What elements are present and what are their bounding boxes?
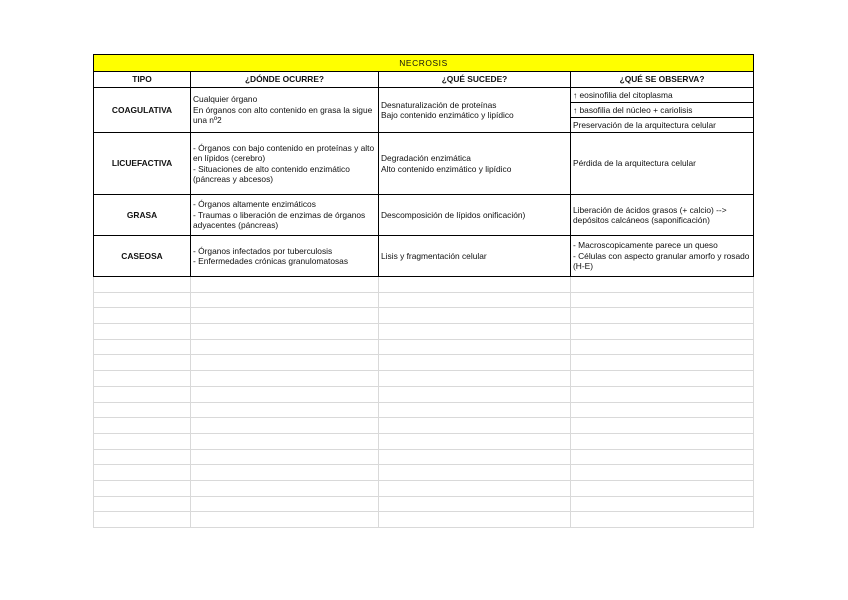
header-tipo: TIPO bbox=[94, 72, 191, 88]
header-sucede: ¿QUÉ SUCEDE? bbox=[379, 72, 571, 88]
sucede-cell bbox=[379, 88, 571, 133]
empty-grid-cell[interactable] bbox=[191, 355, 379, 371]
table-title: NECROSIS bbox=[94, 55, 754, 72]
empty-grid-cell[interactable] bbox=[571, 402, 754, 418]
empty-grid-cell[interactable] bbox=[379, 277, 571, 293]
donde-cell bbox=[191, 133, 379, 195]
empty-grid-cell[interactable] bbox=[94, 496, 191, 512]
observa-line: - Macroscopicamente parece un queso bbox=[573, 240, 718, 251]
table-row bbox=[94, 133, 754, 195]
empty-grid-cell[interactable] bbox=[94, 355, 191, 371]
empty-grid-cell[interactable] bbox=[94, 292, 191, 308]
sucede-cell bbox=[379, 133, 571, 195]
empty-grid-cell[interactable] bbox=[94, 449, 191, 465]
empty-grid bbox=[94, 277, 754, 528]
empty-grid-cell[interactable] bbox=[191, 324, 379, 340]
empty-grid-cell[interactable] bbox=[191, 402, 379, 418]
empty-grid-cell[interactable] bbox=[571, 308, 754, 324]
empty-grid-row bbox=[94, 433, 754, 449]
tipo-cell: LICUEFACTIVA bbox=[94, 133, 191, 195]
empty-grid-cell[interactable] bbox=[379, 465, 571, 481]
empty-grid-cell[interactable] bbox=[191, 512, 379, 528]
observa-cell: Liberación de ácidos grasos (+ calcio) --> depósitos calcáneos (saponificación) bbox=[571, 195, 754, 236]
empty-grid-cell[interactable] bbox=[571, 480, 754, 496]
donde-line: - Situaciones de alto contenido enzimático (páncreas y abcesos) bbox=[193, 163, 350, 184]
donde-line: - Órganos altamente enzimáticos bbox=[193, 199, 316, 210]
empty-grid-row bbox=[94, 480, 754, 496]
empty-grid-cell[interactable] bbox=[94, 339, 191, 355]
empty-grid-cell[interactable] bbox=[571, 324, 754, 340]
empty-grid-row bbox=[94, 512, 754, 528]
donde-cell bbox=[191, 236, 379, 277]
empty-grid-cell[interactable] bbox=[191, 433, 379, 449]
empty-grid-cell[interactable] bbox=[191, 418, 379, 434]
empty-grid-row bbox=[94, 402, 754, 418]
observa-cell: ↑ eosinofilia del citoplasma bbox=[571, 88, 754, 103]
empty-grid-cell[interactable] bbox=[379, 480, 571, 496]
empty-grid-cell[interactable] bbox=[571, 339, 754, 355]
empty-grid-row bbox=[94, 449, 754, 465]
tipo-cell: GRASA bbox=[94, 195, 191, 236]
empty-grid-cell[interactable] bbox=[94, 465, 191, 481]
empty-grid-cell[interactable] bbox=[379, 418, 571, 434]
empty-grid-cell[interactable] bbox=[379, 386, 571, 402]
observa-cell: ↑ basofilia del núcleo + cariolisis bbox=[571, 103, 754, 118]
tipo-cell: CASEOSA bbox=[94, 236, 191, 277]
empty-grid-cell[interactable] bbox=[571, 512, 754, 528]
observa-cell: Pérdida de la arquitectura celular bbox=[571, 133, 754, 195]
empty-grid-cell[interactable] bbox=[94, 324, 191, 340]
empty-grid-row bbox=[94, 308, 754, 324]
empty-grid-cell[interactable] bbox=[94, 480, 191, 496]
header-row bbox=[94, 72, 754, 88]
empty-grid-cell[interactable] bbox=[571, 496, 754, 512]
empty-grid-cell[interactable] bbox=[571, 277, 754, 293]
donde-line: - Órganos infectados por tuberculosis bbox=[193, 245, 333, 256]
empty-grid-row bbox=[94, 355, 754, 371]
empty-grid-row bbox=[94, 496, 754, 512]
empty-grid-cell[interactable] bbox=[379, 433, 571, 449]
empty-grid-row bbox=[94, 292, 754, 308]
donde-line: Cualquier órgano bbox=[193, 94, 258, 105]
empty-grid-row bbox=[94, 339, 754, 355]
empty-grid-cell[interactable] bbox=[94, 512, 191, 528]
table-row bbox=[94, 195, 754, 236]
empty-grid-cell[interactable] bbox=[94, 402, 191, 418]
empty-grid-cell[interactable] bbox=[191, 465, 379, 481]
empty-grid-cell[interactable] bbox=[571, 418, 754, 434]
donde-line: - Traumas o liberación de enzimas de órganos adyacentes (páncreas) bbox=[193, 209, 366, 231]
empty-grid-cell[interactable] bbox=[571, 465, 754, 481]
observa-cell bbox=[571, 236, 754, 277]
observa-cell: Preservación de la arquitectura celular bbox=[571, 118, 754, 133]
table-row bbox=[94, 88, 754, 103]
empty-grid-cell[interactable] bbox=[94, 277, 191, 293]
empty-grid-row bbox=[94, 371, 754, 387]
empty-grid-cell[interactable] bbox=[94, 308, 191, 324]
empty-grid-cell[interactable] bbox=[379, 355, 571, 371]
necrosis-sheet bbox=[93, 54, 753, 528]
empty-grid-cell[interactable] bbox=[571, 355, 754, 371]
empty-grid-cell[interactable] bbox=[379, 496, 571, 512]
empty-grid-cell[interactable] bbox=[94, 418, 191, 434]
header-donde: ¿DÓNDE OCURRE? bbox=[191, 72, 379, 88]
empty-grid-cell[interactable] bbox=[191, 308, 379, 324]
empty-grid-cell[interactable] bbox=[94, 371, 191, 387]
necrosis-table bbox=[93, 54, 754, 528]
empty-grid-cell[interactable] bbox=[191, 480, 379, 496]
empty-grid-cell[interactable] bbox=[94, 433, 191, 449]
empty-grid-cell[interactable] bbox=[571, 433, 754, 449]
donde-cell bbox=[191, 195, 379, 236]
empty-grid-cell[interactable] bbox=[379, 512, 571, 528]
empty-grid-cell[interactable] bbox=[191, 339, 379, 355]
empty-grid-cell[interactable] bbox=[571, 292, 754, 308]
empty-grid-cell[interactable] bbox=[379, 449, 571, 465]
empty-grid-cell[interactable] bbox=[379, 308, 571, 324]
empty-grid-row bbox=[94, 324, 754, 340]
donde-line: - Órganos con bajo contenido en proteínas y alto en lípidos (cerebro) bbox=[193, 142, 375, 164]
empty-grid-row bbox=[94, 386, 754, 402]
empty-grid-cell[interactable] bbox=[379, 402, 571, 418]
donde-cell bbox=[191, 88, 379, 133]
empty-grid-cell[interactable] bbox=[191, 292, 379, 308]
sucede-line: Alto contenido enzimático y lipídico bbox=[381, 163, 512, 174]
donde-line: En órganos con alto contenido en grasa la sigue una nº2 bbox=[193, 104, 373, 126]
empty-grid-row bbox=[94, 465, 754, 481]
empty-grid-row bbox=[94, 418, 754, 434]
sucede-line: Desnaturalización de proteínas bbox=[381, 99, 497, 110]
empty-grid-cell[interactable] bbox=[379, 339, 571, 355]
empty-grid-cell[interactable] bbox=[571, 449, 754, 465]
empty-grid-cell[interactable] bbox=[191, 277, 379, 293]
donde-line: - Enfermedades crónicas granulomatosas bbox=[193, 256, 349, 266]
empty-grid-cell[interactable] bbox=[379, 371, 571, 387]
observa-line: - Células con aspecto granular amorfo y rosado (H-E) bbox=[573, 250, 750, 272]
sucede-line: Bajo contenido enzimático y lipídico bbox=[381, 110, 514, 120]
sucede-line: Degradación enzimática bbox=[381, 153, 471, 164]
empty-grid-cell[interactable] bbox=[571, 386, 754, 402]
empty-grid-cell[interactable] bbox=[571, 371, 754, 387]
sucede-cell: Descomposición de lípidos onificación) bbox=[379, 195, 571, 236]
tipo-cell: COAGULATIVA bbox=[94, 88, 191, 133]
empty-grid-cell[interactable] bbox=[191, 371, 379, 387]
empty-grid-cell[interactable] bbox=[379, 292, 571, 308]
table-row bbox=[94, 236, 754, 277]
empty-grid-row bbox=[94, 277, 754, 293]
empty-grid-cell[interactable] bbox=[191, 449, 379, 465]
empty-grid-cell[interactable] bbox=[191, 496, 379, 512]
sucede-cell: Lisis y fragmentación celular bbox=[379, 236, 571, 277]
empty-grid-cell[interactable] bbox=[94, 386, 191, 402]
empty-grid-cell[interactable] bbox=[379, 324, 571, 340]
empty-grid-cell[interactable] bbox=[191, 386, 379, 402]
header-observa: ¿QUÉ SE OBSERVA? bbox=[571, 72, 754, 88]
